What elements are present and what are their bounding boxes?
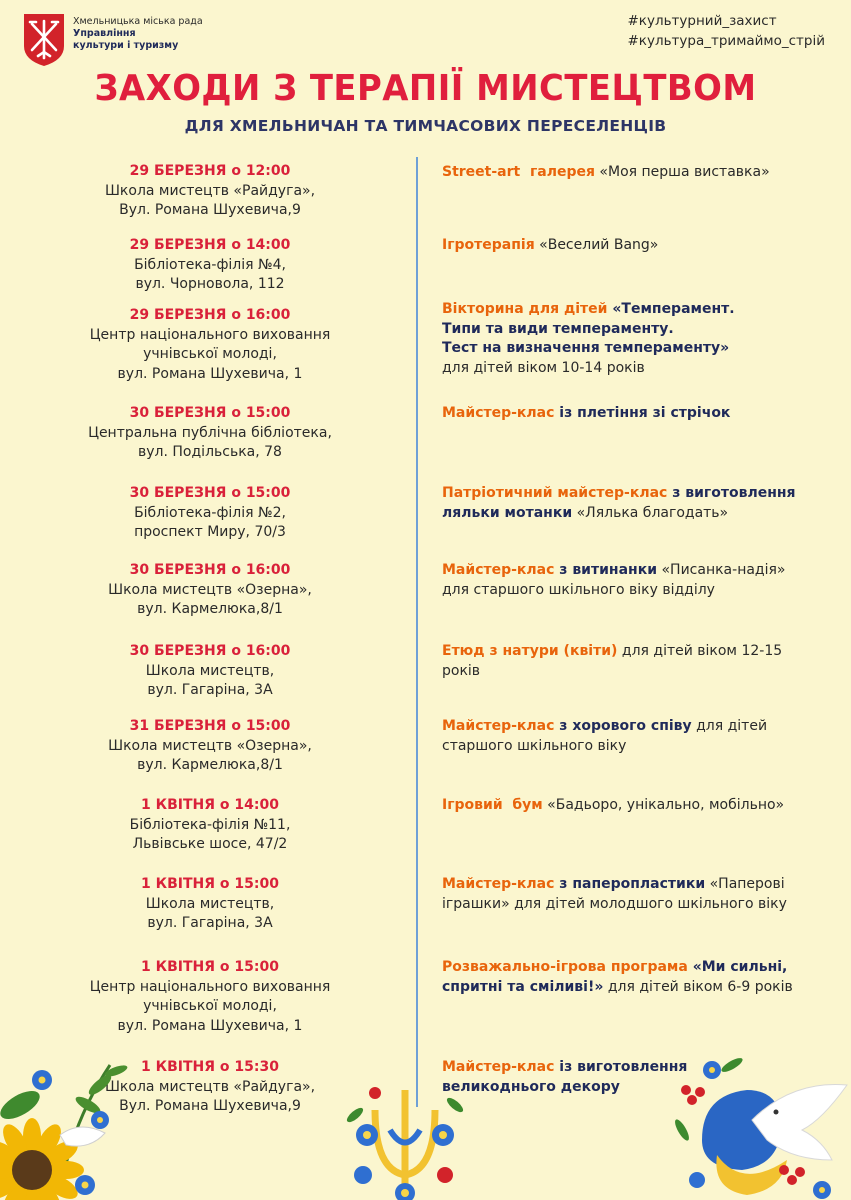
event-venue-line: вул. Романа Шухевича, 1 (117, 365, 303, 382)
event-venue-line: вул. Гагаріна, 3А (147, 682, 273, 698)
event-date: 1 КВІТНЯ о 15:00 (141, 959, 279, 975)
event-detail: з витинанки (554, 562, 658, 578)
event-detail: з виготовлення (667, 485, 796, 501)
event-date: 30 БЕРЕЗНЯ о 16:00 (129, 562, 291, 578)
event-description-line (442, 561, 822, 581)
event-time-venue (60, 717, 360, 776)
event-date: 30 БЕРЕЗНЯ о 15:00 (129, 485, 291, 501)
event-venue-line: Бібліотека-філія №11, (129, 816, 291, 833)
event-description-line (442, 236, 822, 256)
event-date: 30 БЕРЕЗНЯ о 15:00 (129, 405, 291, 421)
event-time-venue (60, 561, 360, 620)
event-detail: старшого шкільного віку (442, 737, 627, 754)
event-detail: з паперопластики (554, 876, 706, 892)
event-detail: із виготовлення (554, 1059, 688, 1075)
organization-block (73, 16, 203, 52)
event-date: 29 БЕРЕЗНЯ о 14:00 (129, 237, 291, 253)
event-title: Ігротерапія (442, 237, 535, 253)
event-venue-line: вул. Кармелюка,8/1 (137, 757, 283, 773)
event-venue-line: вул. Подільська, 78 (138, 444, 282, 460)
event-venue-line: вул. Гагаріна, 3А (147, 915, 273, 931)
event-description-line (442, 895, 822, 915)
event-venue-line: проспект Миру, 70/3 (134, 524, 286, 540)
event-venue-line: Центр національного виховання (89, 326, 331, 343)
event-detail: років (442, 662, 481, 679)
event-description (442, 484, 822, 523)
event-description-line (442, 581, 822, 601)
event-time-venue (60, 162, 360, 221)
event-detail: «Паперові (705, 876, 785, 892)
event-date: 1 КВІТНЯ о 15:00 (141, 876, 279, 892)
event-venue-line: Львівське шосе, 47/2 (132, 836, 288, 852)
event-detail: «Темперамент. (607, 301, 735, 317)
event-title: Street-art галерея (442, 164, 595, 180)
event-venue-line: Школа мистецтв, (145, 895, 275, 912)
event-description-line (442, 978, 822, 998)
event-detail: «Лялька благодать» (572, 504, 729, 521)
event-date: 1 КВІТНЯ о 15:30 (141, 1059, 279, 1075)
event-venue-line: Школа мистецтв «Райдуга», (104, 1078, 316, 1095)
event-venue-line: Вул. Романа Шухевича,9 (119, 202, 301, 218)
event-description-line (442, 504, 822, 524)
event-venue-line: Школа мистецтв «Озерна», (108, 737, 312, 754)
event-title: Розважально-ігрова програма (442, 959, 688, 975)
event-description-line (442, 300, 822, 320)
event-venue-line: Центр національного виховання (89, 978, 331, 995)
event-detail: для дітей віком 12-15 (617, 643, 783, 659)
event-description-line (442, 163, 822, 183)
event-date: 1 КВІТНЯ о 14:00 (141, 797, 279, 813)
event-title: Патріотичний майстер-клас (442, 485, 668, 501)
event-detail: із плетіння зі стрічок (554, 405, 731, 421)
event-venue-line: вул. Романа Шухевича, 1 (117, 1017, 303, 1034)
event-time-venue (60, 306, 360, 384)
event-date: 29 БЕРЕЗНЯ о 12:00 (129, 163, 291, 179)
event-venue-line: Школа мистецтв «Озерна», (108, 581, 312, 598)
city-coat-of-arms-logo (22, 12, 66, 68)
column-divider (416, 157, 418, 1107)
event-date: 31 БЕРЕЗНЯ о 15:00 (129, 718, 291, 734)
event-time-venue (60, 484, 360, 543)
event-time-venue (60, 796, 360, 855)
event-title: Майстер-клас (442, 718, 555, 734)
event-description-line (442, 320, 822, 340)
event-detail: Тест на визначення темпераменту» (442, 340, 730, 356)
event-description-line (442, 404, 822, 424)
event-description-line (442, 875, 822, 895)
event-detail: «Моя перша виставка» (594, 164, 770, 180)
dove-flowers-decoration-icon (672, 1040, 851, 1200)
event-description (442, 236, 822, 256)
event-description-line (442, 662, 822, 682)
event-detail: для дітей віком 10-14 років (442, 359, 645, 376)
event-description (442, 796, 822, 816)
page-subtitle: ДЛЯ ХМЕЛЬНИЧАН ТА ТИМЧАСОВИХ ПЕРЕСЕЛЕНЦІВ (184, 117, 667, 135)
event-title: Вікторина для дітей (442, 301, 608, 317)
event-time-venue (60, 642, 360, 701)
event-description-line (442, 717, 822, 737)
hashtag-1: #культурний_захист (627, 13, 777, 29)
event-title: Майстер-клас (442, 1059, 555, 1075)
event-description-line (442, 796, 822, 816)
event-description-line (442, 642, 822, 662)
event-detail: іграшки» для дітей молодшого шкільного віку (442, 895, 787, 912)
event-detail: для старшого шкільного віку відділу (442, 581, 715, 598)
event-description (442, 163, 822, 183)
event-time-venue (60, 236, 360, 295)
event-venue-line: учнівської молоді, (143, 346, 277, 362)
event-title: Етюд з натури (квіти) (442, 643, 618, 659)
trident-flowers-decoration-icon (345, 1075, 465, 1200)
sunflower-decoration-icon (0, 1045, 150, 1200)
event-detail: Типи та види темпераменту. (442, 320, 674, 337)
event-detail: «Ми сильні, (687, 959, 788, 975)
hashtags (628, 11, 826, 51)
event-detail: ляльки мотанки (442, 504, 573, 521)
event-description (442, 875, 822, 914)
event-detail: для дітей (691, 718, 768, 734)
event-description (442, 300, 822, 378)
event-detail: великоднього декору (442, 1078, 620, 1095)
event-detail: «Писанка-надія» (657, 562, 786, 578)
event-date: 30 БЕРЕЗНЯ о 16:00 (129, 643, 291, 659)
event-description-line (442, 484, 822, 504)
event-time-venue (60, 875, 360, 934)
event-description-line (442, 359, 822, 379)
event-venue-line: Школа мистецтв, (145, 662, 275, 679)
event-venue-line: Центральна публічна бібліотека, (88, 424, 332, 441)
event-detail: «Веселий Bang» (534, 237, 659, 253)
event-time-venue (60, 404, 360, 463)
event-detail: для дітей віком 6-9 років (603, 978, 793, 995)
dept-name-line1: Управління (73, 28, 136, 39)
org-name: Хмельницька міська рада (73, 16, 203, 27)
event-date: 29 БЕРЕЗНЯ о 16:00 (129, 307, 291, 323)
dept-name-line2: культури і туризму (73, 40, 179, 51)
hashtag-2: #культура_тримаймо_стрій (627, 33, 825, 49)
event-venue-line: вул. Чорновола, 112 (135, 276, 285, 292)
event-detail: спритні та сміливі!» (442, 978, 604, 995)
event-description (442, 958, 822, 997)
event-detail: «Бадьоро, унікально, мобільно» (542, 797, 785, 813)
page-title: ЗАХОДИ З ТЕРАПІЇ МИСТЕЦТВОМ (94, 68, 757, 109)
event-detail: з хорового співу (554, 718, 692, 734)
event-description (442, 717, 822, 756)
event-venue-line: учнівської молоді, (143, 998, 277, 1014)
event-venue-line: Бібліотека-філія №2, (134, 504, 286, 521)
event-venue-line: Вул. Романа Шухевича,9 (119, 1098, 301, 1114)
event-time-venue (60, 958, 360, 1036)
event-title: Майстер-клас (442, 562, 555, 578)
event-description (442, 404, 822, 424)
event-title: Майстер-клас (442, 876, 555, 892)
event-venue-line: вул. Кармелюка,8/1 (137, 601, 283, 617)
event-venue-line: Бібліотека-філія №4, (134, 256, 286, 273)
event-description-line (442, 737, 822, 757)
event-title: Ігровий бум (442, 797, 543, 813)
event-description-line (442, 958, 822, 978)
event-title: Майстер-клас (442, 405, 555, 421)
event-venue-line: Школа мистецтв «Райдуга», (104, 182, 316, 199)
event-description (442, 642, 822, 681)
event-description (442, 561, 822, 600)
event-description-line (442, 339, 822, 359)
